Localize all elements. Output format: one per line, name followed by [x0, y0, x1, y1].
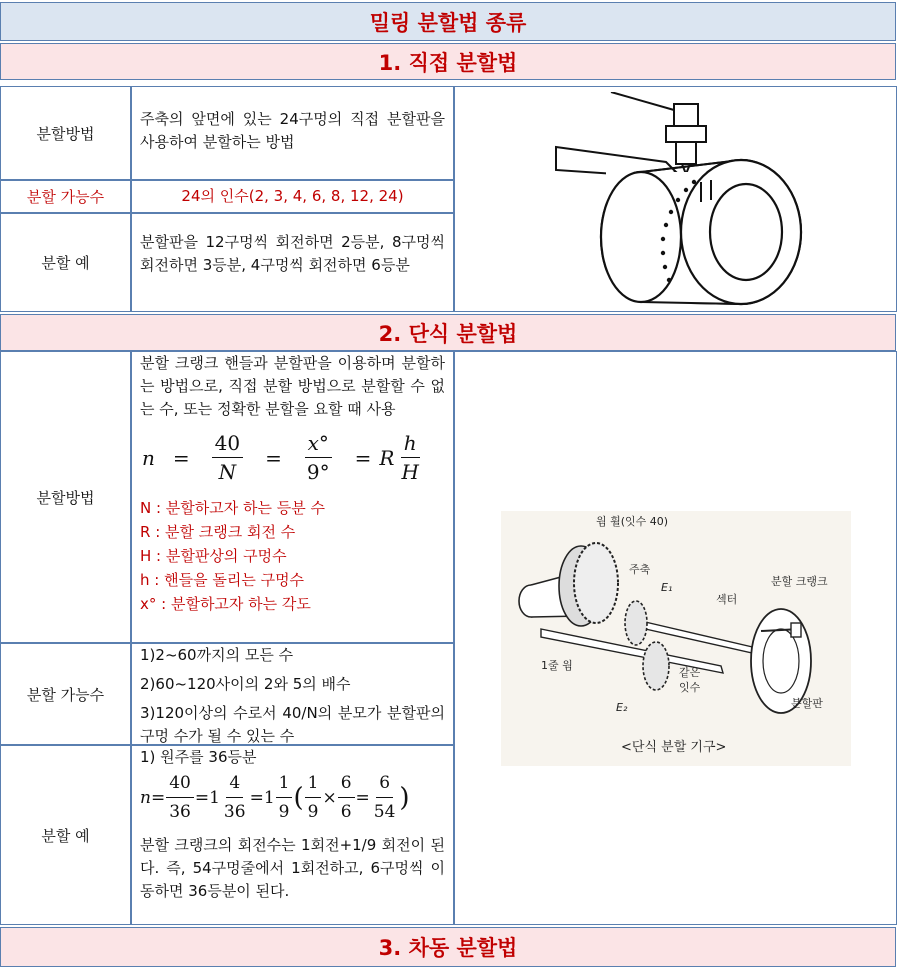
s1-example-text	[131, 213, 454, 312]
legend-item: h : 핸들을 돌리는 구멍수	[140, 571, 305, 589]
s2-possible-label	[0, 643, 131, 745]
fig-label-sector: 섹터	[715, 592, 737, 606]
s2-method-label	[0, 351, 131, 643]
document-title-text: 밀링 분할법 종류	[369, 10, 527, 35]
s1-figure	[454, 86, 897, 312]
fig-label-plate: 분할판	[790, 696, 823, 710]
formula-eq3: =	[354, 445, 372, 470]
fig-caption: <단식 분할 기구>	[620, 739, 726, 755]
ex-frac-b-num: 4	[226, 769, 243, 798]
ex-frac-f-den: 54	[373, 802, 396, 822]
s1-possible-label-text: 분할 가능수	[26, 188, 105, 206]
s2-possible-label-text: 분할 가능수	[26, 685, 105, 704]
formula-eq2: =	[265, 445, 282, 470]
ex-frac-d	[305, 769, 322, 826]
formula-n: n	[142, 445, 155, 470]
legend-item: H : 분할판상의 구멍수	[140, 547, 287, 565]
ex-eq1: =	[194, 787, 210, 808]
ex-frac-e	[338, 769, 355, 826]
fig-label-worm-wheel: 웜 휠(잇수 40)	[595, 514, 668, 528]
ex-frac-f	[371, 769, 399, 826]
formula-R: R	[379, 445, 395, 470]
s1-method-label	[0, 86, 131, 180]
formula-frac2-num: x°	[305, 429, 332, 458]
s1-method-text	[131, 86, 454, 180]
ex-frac-c	[276, 769, 293, 826]
possible-item: 2)60~120사이의 2와 5의 배수	[140, 675, 351, 693]
ex-b-whole: 1	[209, 787, 220, 808]
fig-label-e2: E₂	[615, 700, 627, 714]
section3-heading-text: 3. 차동 분할법	[378, 936, 518, 960]
formula-eq1: =	[172, 445, 190, 470]
s2-example-text: 분할 크랭크의 회전수는 1회전+1/9 회전이 된다. 즉, 54구멍줄에서 1회전하고, 6구멍씩 이동하면 36등분이 된다.	[140, 836, 445, 900]
fig-label-e1: E₁	[660, 580, 672, 594]
s1-example-text-value: 분할판을 12구멍씩 회전하면 2등분, 8구멍씩 회전하면 3등분, 4구멍씩 회전하면 6등분	[140, 233, 445, 274]
ex-eq3: =	[355, 787, 370, 808]
ex-n: n=	[140, 787, 166, 808]
formula-frac1-num: 40	[212, 429, 243, 458]
legend-item: x° : 분할하고자 하는 각도	[140, 595, 311, 613]
section1-heading	[0, 43, 896, 80]
formula-frac3-den: H	[401, 460, 419, 484]
ex-frac-b-den: 36	[223, 802, 246, 822]
ex-frac-c-den: 9	[278, 802, 290, 822]
s1-method-label-text: 분할방법	[36, 124, 95, 143]
section3-heading	[0, 927, 896, 967]
s2-method-cell	[131, 351, 454, 643]
s1-example-label	[0, 213, 131, 312]
fig-label-same-teeth-2: 잇수	[678, 680, 700, 694]
formula-frac3	[398, 429, 421, 486]
ex-frac-a	[166, 769, 194, 826]
s2-example-intro: 1) 원주를 36등분	[140, 748, 257, 766]
s1-example-label-text: 분할 예	[41, 254, 90, 272]
s2-example-label-text: 분할 예	[41, 826, 90, 845]
document-title	[0, 2, 896, 41]
s2-possible-cell	[131, 643, 454, 745]
formula-frac2-den: 9°	[306, 460, 330, 484]
legend-item: R : 분할 크랭크 회전 수	[140, 523, 296, 541]
s2-method-text: 분할 크랭크 핸들과 분할판을 이용하며 분할하는 방법으로, 직접 분할 방법으로 분할할 수 없는 수, 또는 정확한 분할을 요할 때 사용	[140, 354, 445, 418]
s2-example-label	[0, 745, 131, 925]
s2-example-formula: n= $\frac{40}{36}$ = 1 $\frac{4}{36}$ = 1 $\frac{1}{9}$ ( $\frac{1}{9}$ × $\frac{6}{6}$ = $\frac{6}{54}$ )	[132, 769, 453, 826]
possible-item: 3)120이상의 수로서 40/N의 분모가 분할판의 구멍 수가 될 수 있는 수	[140, 704, 445, 745]
formula-frac3-num: h	[401, 429, 420, 458]
s2-legend	[132, 486, 453, 616]
section1-heading-text: 1. 직접 분할법	[378, 50, 518, 75]
ex-frac-b	[221, 769, 249, 826]
direct-index-plate-illustration	[526, 92, 826, 307]
formula-frac1	[212, 429, 243, 486]
simple-indexing-mechanism-illustration	[501, 511, 851, 766]
ex-frac-d-den: 9	[307, 802, 319, 822]
s2-figure	[454, 351, 897, 925]
ex-c-whole: 1	[263, 787, 275, 808]
s2-example-cell	[131, 745, 454, 925]
ex-frac-e-num: 6	[338, 769, 355, 798]
ex-frac-a-num: 40	[166, 769, 194, 798]
formula-frac2	[304, 429, 333, 486]
s1-possible-label	[0, 180, 131, 213]
section2-heading	[0, 314, 896, 351]
ex-frac-a-den: 36	[169, 802, 191, 822]
ex-frac-d-num: 1	[305, 769, 322, 798]
ex-frac-e-den: 6	[340, 802, 352, 822]
ex-times: ×	[322, 787, 337, 808]
s2-formula	[132, 421, 453, 486]
fig-label-crank: 분할 크랭크	[770, 574, 828, 588]
ex-eq2: =	[249, 787, 264, 808]
possible-item: 1)2~60까지의 모든 수	[140, 646, 294, 664]
fig-label-worm: 1줄 웜	[540, 658, 573, 672]
legend-item: N : 분할하고자 하는 등분 수	[140, 499, 326, 517]
s1-possible-text-value: 24의 인수(2, 3, 4, 6, 8, 12, 24)	[181, 187, 404, 205]
fig-label-same-teeth: 같은	[678, 665, 700, 679]
ex-frac-f-num: 6	[376, 769, 393, 798]
fig-label-spindle: 주축	[628, 562, 650, 576]
s2-method-label-text: 분할방법	[36, 488, 95, 507]
section2-heading-text: 2. 단식 분할법	[378, 321, 518, 346]
ex-frac-c-num: 1	[276, 769, 293, 798]
s1-method-text-value: 주축의 앞면에 있는 24구멍의 직접 분할판을 사용하여 분할하는 방법	[140, 110, 445, 151]
formula-frac1-den: N	[218, 460, 237, 484]
s1-possible-text	[131, 180, 454, 213]
